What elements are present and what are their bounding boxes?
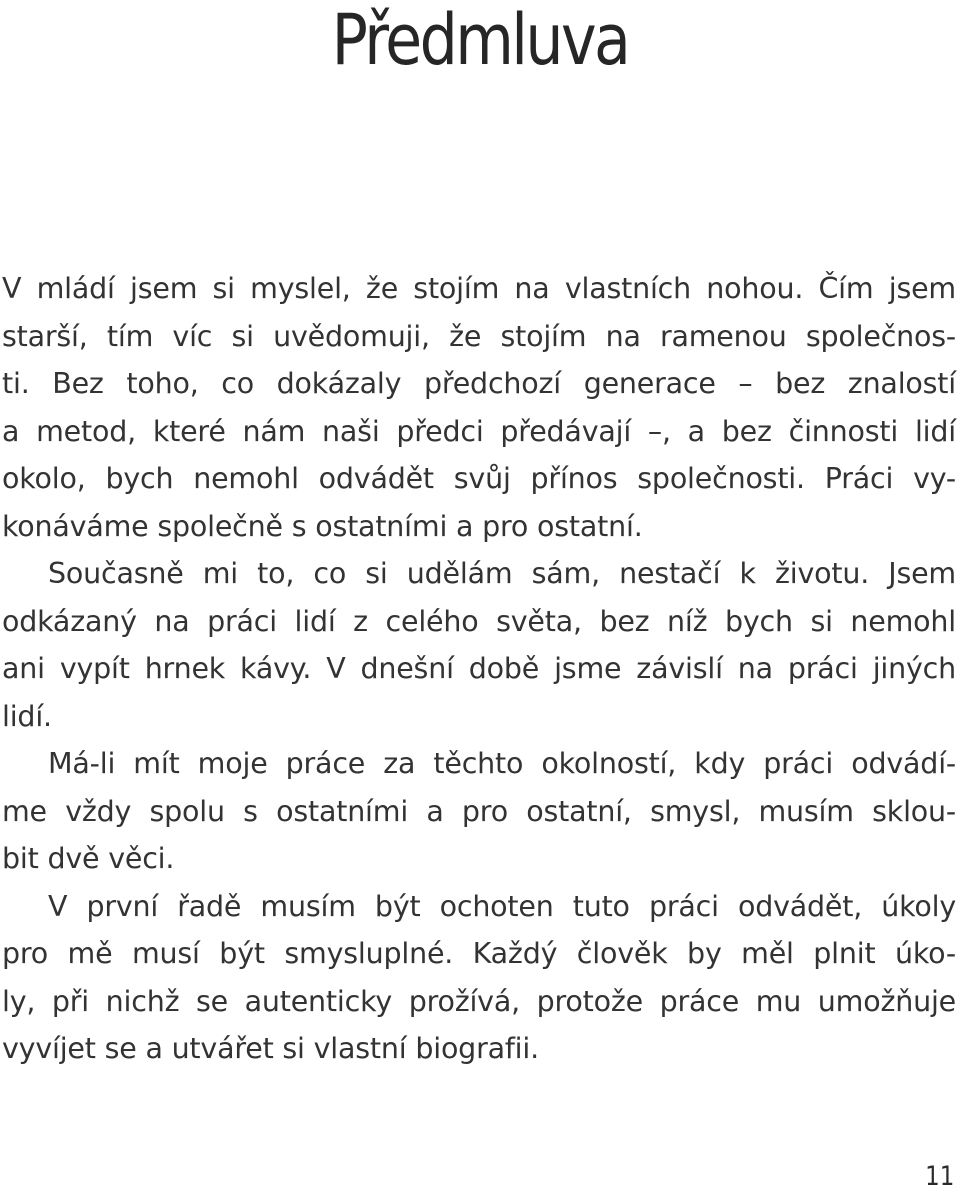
text-line: ani vypít hrnek kávy. V dnešní době jsme závislí na práci jiných [2, 652, 956, 685]
paragraph [2, 550, 956, 740]
paragraph [2, 740, 956, 883]
text-line: okolo, bych nemohl odvádět svůj přínos společnosti. Práci vy- [2, 462, 956, 495]
text-line: lidí. [2, 699, 52, 733]
text-line: starší, tím víc si uvědomuji, že stojím na ramenou společnos- [2, 319, 956, 353]
text-line: Má-li mít moje práce za těchto okolností, kdy práci odvádí- [48, 747, 956, 780]
text-line: vyvíjet se a utvářet si vlastní biografii. [2, 1032, 539, 1065]
body-text [2, 265, 956, 1073]
text-line: ly, při nichž se autenticky prožívá, protože práce mu umožňuje [2, 984, 956, 1018]
paragraph [2, 883, 956, 1073]
paragraph [2, 265, 956, 550]
page-number: 11 [924, 1161, 954, 1192]
text-line: ti. Bez toho, co dokázaly předchozí generace – bez znalostí [2, 367, 956, 400]
text-line: V první řadě musím být ochoten tuto práci odvádět, úkoly [48, 889, 956, 923]
text-line: konáváme společně s ostatními a pro ostatní. [2, 509, 643, 543]
text-line: bit dvě věci. [2, 842, 175, 875]
text-line: a metod, které nám naši předci předávají –, a bez činnosti lidí [2, 414, 956, 448]
text-line: pro mě musí být smysluplné. Každý člověk by měl plnit úko- [2, 937, 956, 970]
text-line: me vždy spolu s ostatními a pro ostatní, smysl, musím sklou- [2, 794, 956, 828]
text-line: odkázaný na práci lidí z celého světa, bez níž bych si nemohl [2, 604, 956, 638]
page-title: Předmluva [331, 0, 629, 81]
text-line: V mládí jsem si myslel, že stojím na vlastních nohou. Čím jsem [2, 272, 956, 305]
text-line: Současně mi to, co si udělám sám, nestačí k životu. Jsem [48, 557, 956, 590]
